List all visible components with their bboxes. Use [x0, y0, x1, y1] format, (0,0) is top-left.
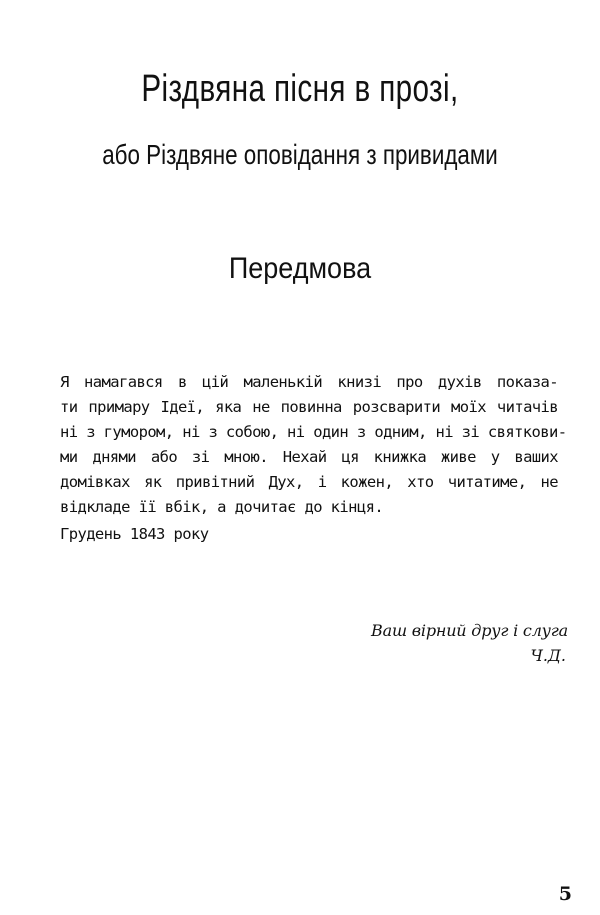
preface-date: Грудень 1843 року [60, 525, 209, 543]
page-number: 5 [558, 883, 572, 905]
preface-line: ти примару Ідеї, яка не повинна розсварити моїх читачів [60, 398, 558, 416]
preface-line: ми днями або зі мною. Нехай ця книжка живе у ваших [60, 448, 558, 466]
signature-line: Ваш вірний друг і слуга [371, 621, 568, 640]
author-initials: Ч.Д. [530, 646, 566, 665]
preface-line: ні з гумором, ні з собою, ні один з одним, ні зі святкови- [60, 423, 567, 441]
section-heading: Передмова [228, 252, 372, 285]
preface-line: Я намагався в цій маленькій книзі про духів показа- [60, 373, 558, 391]
preface-line: домівках як привітний Дух, і кожен, хто читатиме, не [60, 473, 558, 491]
preface-paragraph [56, 370, 567, 520]
book-subtitle: або Різдвяне оповідання з привидами [102, 139, 498, 170]
preface-line: відкладе її вбік, а дочитає до кінця. [60, 498, 384, 516]
book-title: Різдвяна пісня в прозі, [141, 68, 459, 110]
